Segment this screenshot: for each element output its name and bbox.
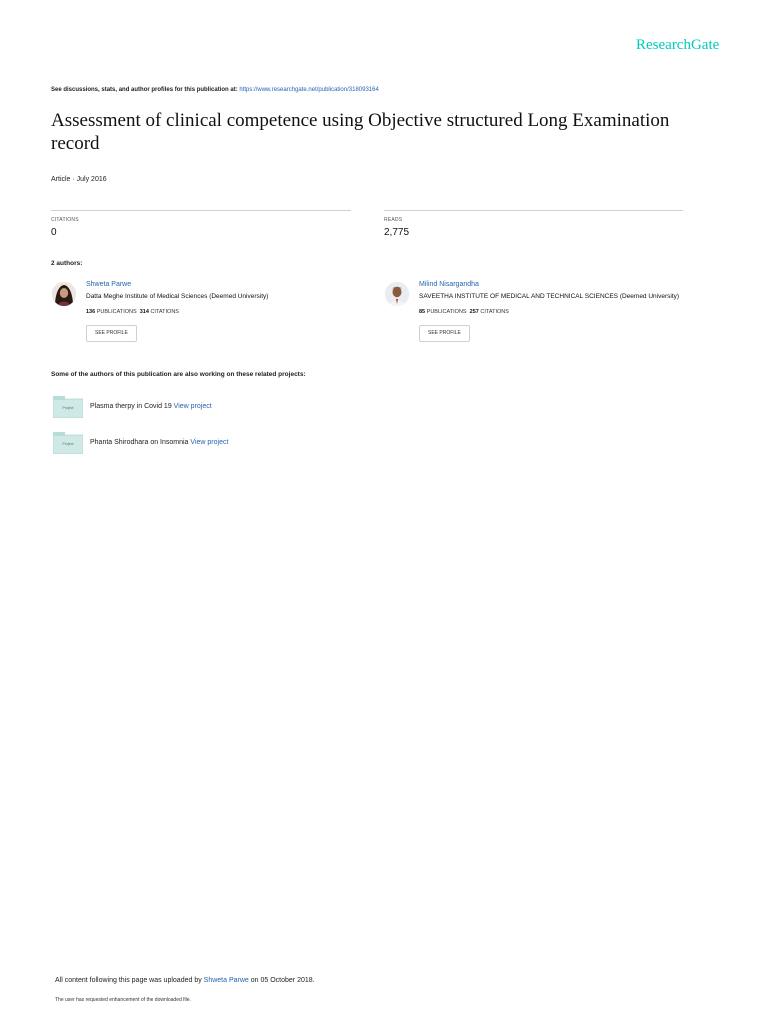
author-name-link[interactable]: Shweta Parwe (86, 281, 132, 288)
citations-count: 257 (469, 309, 479, 315)
view-project-link[interactable]: View project (173, 403, 212, 410)
project-thumbnail[interactable] (53, 396, 83, 423)
author-avatar[interactable] (385, 282, 409, 306)
project-thumbnail[interactable] (53, 432, 83, 459)
article-title: Assessment of clinical competence using Objective structured Long Examination record (51, 110, 670, 154)
upload-suffix: on 05 October 2018. (250, 977, 315, 984)
citations-label: CITATIONS (51, 217, 79, 223)
project-title: Phanta Shirodhara on Insomnia (90, 439, 189, 446)
discussions-line (51, 87, 379, 93)
researchgate-logo[interactable]: ResearchGate (636, 37, 720, 53)
author-name-link[interactable]: Milind Nisargandha (419, 281, 479, 288)
upload-prefix: All content following this page was uploaded by (55, 977, 202, 984)
view-project-link[interactable]: View project (190, 439, 229, 446)
author-avatar[interactable] (52, 282, 76, 306)
related-projects-heading: Some of the authors of this publication are also working on these related projects: (51, 371, 306, 378)
reads-label: READS (384, 217, 403, 223)
uploader-link[interactable]: Shweta Parwe (203, 977, 249, 984)
project-thumb-label: Project (62, 406, 74, 410)
publications-label: PUBLICATIONS (426, 309, 467, 315)
article-meta: Article · July 2016 (51, 176, 107, 183)
see-profile-button[interactable]: SEE PROFILE (419, 325, 470, 342)
publication-url-link[interactable]: https://www.researchgate.net/publication/318093164 (239, 87, 379, 93)
author-photo-icon (385, 282, 409, 306)
project-title: Plasma therpy in Covid 19 (90, 403, 172, 410)
project-row (90, 439, 228, 446)
citations-label: CITATIONS (480, 309, 509, 315)
author-stats (419, 309, 509, 315)
citations-count: 314 (139, 309, 149, 315)
authors-count-label: 2 authors: (51, 260, 83, 267)
author-institution: SAVEETHA INSTITUTE OF MEDICAL AND TECHNICAL SCIENCES (Deemed University) (419, 293, 680, 300)
author-institution: Datta Meghe Institute of Medical Sciences (Deemed University) (86, 293, 269, 300)
reads-value: 2,775 (384, 227, 410, 238)
discussions-label: See discussions, stats, and author profiles for this publication at: (51, 87, 238, 93)
publications-count: 85 (419, 309, 426, 315)
enhancement-note: The user has requested enhancement of the downloaded file. (55, 997, 191, 1003)
project-row (90, 403, 212, 410)
project-thumb-label: Project (62, 442, 74, 446)
citations-divider (51, 210, 351, 211)
citations-label: CITATIONS (150, 309, 179, 315)
citations-value: 0 (51, 227, 57, 238)
publications-count: 136 (86, 309, 96, 315)
publications-label: PUBLICATIONS (96, 309, 137, 315)
author-photo-icon (52, 282, 76, 306)
reads-divider (384, 210, 683, 211)
author-stats (86, 309, 179, 315)
see-profile-button[interactable]: SEE PROFILE (86, 325, 137, 342)
upload-notice (55, 977, 315, 984)
